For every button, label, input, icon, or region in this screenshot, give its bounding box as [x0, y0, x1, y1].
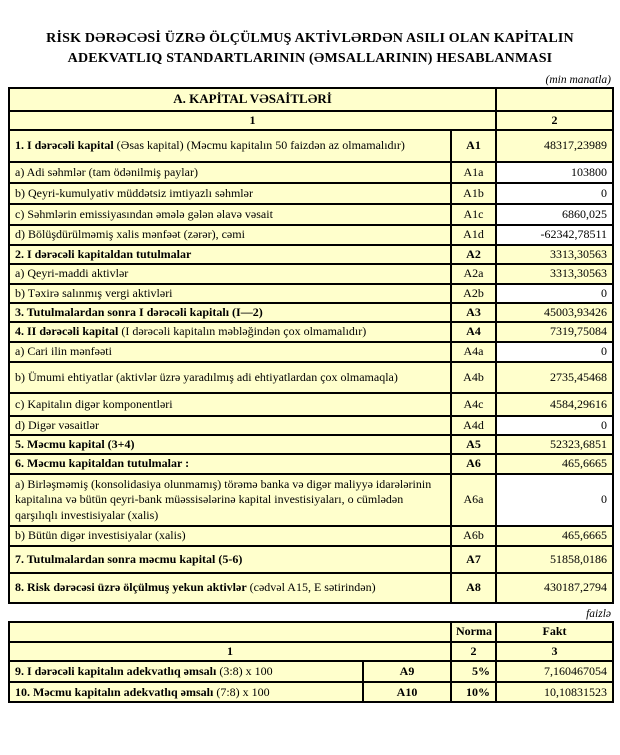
- cell-a6-label: 6. Məcmu kapitaldan tutulmalar :: [9, 454, 451, 473]
- cell-a6b-value: 465,6665: [496, 526, 613, 546]
- col-header-1: 1: [9, 111, 496, 130]
- cell-a10-label-bold: 10. Məcmu kapitalın adekvatlıq əmsalı: [15, 684, 214, 699]
- ratio-col-header-1: 1: [9, 642, 451, 661]
- cell-a3-value: 45003,93426: [496, 303, 613, 322]
- row-a2: [9, 245, 613, 264]
- cell-a1c-value[interactable]: 6860,025: [496, 204, 613, 225]
- cell-a1-code: A1: [451, 130, 496, 162]
- row-a4a: [9, 342, 613, 362]
- cell-a5-label: 5. Məcmu kapital (3+4): [9, 435, 451, 454]
- cell-a10-norma: 10%: [451, 682, 496, 702]
- cell-a4a-label: a) Cari ilin mənfəəti: [9, 342, 451, 362]
- col-header-2: 2: [496, 111, 613, 130]
- cell-a7-label: 7. Tutulmalardan sonra məcmu kapital (5-6): [9, 546, 451, 573]
- cell-a4d-label: d) Digər vəsaitlər: [9, 416, 451, 435]
- cell-a4b-label: b) Ümumi ehtiyatlar (aktivlər üzrə yaradılmış adi ehtiyatlardan çox olmamaqla): [9, 362, 451, 393]
- cell-a10-fakt: 10,10831523: [496, 682, 613, 702]
- ratio-header-empty-cell: [9, 622, 451, 642]
- cell-a2-code: A2: [451, 245, 496, 264]
- row-a4c: [9, 393, 613, 416]
- cell-a5-value: 52323,6851: [496, 435, 613, 454]
- cell-a9-code: A9: [363, 661, 451, 682]
- row-a6b: [9, 526, 613, 546]
- cell-a2a-label: a) Qeyri-maddi aktivlər: [9, 264, 451, 283]
- cell-a4d-code: A4d: [451, 416, 496, 435]
- cell-a2b-value[interactable]: 0: [496, 284, 613, 303]
- cell-a4c-label: c) Kapitalın digər komponentləri: [9, 393, 451, 416]
- cell-a1-value: 48317,23989: [496, 130, 613, 162]
- cell-a3-code: A3: [451, 303, 496, 322]
- cell-a1c-code: A1c: [451, 204, 496, 225]
- cell-a1d-code: A1d: [451, 225, 496, 245]
- cell-a9-label-bold: 9. I dərəcəli kapitalın adekvatlıq əmsalı: [15, 664, 217, 678]
- row-a4d: [9, 416, 613, 435]
- row-a1: [9, 130, 613, 162]
- cell-a8-label: [9, 573, 451, 603]
- row-a1a: [9, 162, 613, 183]
- cell-a4-value: 7319,75084: [496, 322, 613, 341]
- ratio-table: [8, 621, 614, 703]
- capital-table-section-row: [9, 88, 613, 111]
- page-title-line2: ADEKVATLIQ STANDARTLARININ (ƏMSALLARININ) HESABLANMASI: [67, 51, 553, 67]
- cell-a4c-value: 4584,29616: [496, 393, 613, 416]
- cell-a7-value: 51858,0186: [496, 546, 613, 573]
- cell-a2-value: 3313,30563: [496, 245, 613, 264]
- cell-a3-label: 3. Tutulmalardan sonra I dərəcəli kapitalı (I—2): [9, 303, 451, 322]
- cell-a4-label: [9, 322, 451, 341]
- cell-a10-label-rest: (7:8) x 100: [213, 684, 270, 699]
- cell-a6-code: A6: [451, 454, 496, 473]
- cell-a1b-code: A1b: [451, 183, 496, 204]
- section-header: A. KAPİTAL VƏSAİTLƏRİ: [9, 88, 496, 111]
- unit-note-faizle: faizlə: [586, 607, 611, 620]
- row-a6: [9, 454, 613, 473]
- cell-a2a-value: 3313,30563: [496, 264, 613, 283]
- cell-a10-code: A10: [363, 682, 451, 702]
- cell-a8-value: 430187,2794: [496, 573, 613, 603]
- cell-a1-label: [9, 130, 451, 162]
- cell-a9-label-rest: (3:8) x 100: [216, 664, 273, 678]
- ratio-col-header-2: 2: [451, 642, 496, 661]
- cell-a9-norma: 5%: [451, 661, 496, 682]
- cell-a6-value: 465,6665: [496, 454, 613, 473]
- cell-a4-label-rest: (I dərəcəli kapitalın məbləğindən çox olmamalıdır): [118, 324, 367, 339]
- row-a5: [9, 435, 613, 454]
- row-a4: [9, 322, 613, 341]
- cell-a8-label-rest: (cədvəl A15, E sətirindən): [246, 580, 376, 595]
- page-title-line1: RİSK DƏRƏCƏSİ ÜZRƏ ÖLÇÜLMUŞ AKTİVLƏRDƏN ASILI OLAN KAPİTALIN: [46, 31, 574, 46]
- row-a2a: [9, 264, 613, 283]
- cell-a1b-label: b) Qeyri-kumulyativ müddətsiz imtiyazlı səhmlər: [9, 183, 451, 204]
- cell-a4-code: A4: [451, 322, 496, 341]
- cell-a2-label: 2. I dərəcəli kapitaldan tutulmalar: [9, 245, 451, 264]
- cell-a1d-label: d) Bölüşdürülməmiş xalis mənfəət (zərər), cəmi: [9, 225, 451, 245]
- cell-a1d-value[interactable]: -62342,78511: [496, 225, 613, 245]
- col-header-fakt: Fakt: [496, 622, 613, 642]
- cell-a4-label-bold: 4. II dərəcəli kapital: [15, 324, 119, 339]
- ratio-table-colnum-row: [9, 642, 613, 661]
- cell-a7-code: A7: [451, 546, 496, 573]
- row-a4b: [9, 362, 613, 393]
- cell-a2b-code: A2b: [451, 284, 496, 303]
- row-a6a: [9, 474, 613, 526]
- row-a1c: [9, 204, 613, 225]
- cell-a6a-label: a) Birləşməmiş (konsolidasiya olunmamış) törəmə banka və digər maliyyə idarələrinin kapitalına və bütün qeyri-bank müəssisələrinə kapital investisiyaları, o cümlədən qarşılıqlı investisiyalar (xalis): [9, 474, 451, 526]
- cell-a1-label-bold: 1. I dərəcəli kapital: [15, 138, 114, 153]
- cell-a9-label: [9, 661, 363, 682]
- cell-a5-code: A5: [451, 435, 496, 454]
- col-header-norma: Norma: [451, 622, 496, 642]
- page-title: [0, 0, 620, 70]
- cell-a6b-code: A6b: [451, 526, 496, 546]
- row-a2b: [9, 284, 613, 303]
- cell-a4a-code: A4a: [451, 342, 496, 362]
- row-a9: [9, 661, 613, 682]
- row-a7: [9, 546, 613, 573]
- ratio-col-header-3: 3: [496, 642, 613, 661]
- cell-a6a-code: A6a: [451, 474, 496, 526]
- cell-a4b-code: A4b: [451, 362, 496, 393]
- cell-a2a-code: A2a: [451, 264, 496, 283]
- section-header-empty-cell: [496, 88, 613, 111]
- unit-note-min-manatla: (min manatla): [545, 73, 611, 86]
- cell-a1a-code: A1a: [451, 162, 496, 183]
- cell-a4b-value: 2735,45468: [496, 362, 613, 393]
- row-a1d: [9, 225, 613, 245]
- cell-a1b-value[interactable]: 0: [496, 183, 613, 204]
- cell-a4a-value[interactable]: 0: [496, 342, 613, 362]
- row-a10: [9, 682, 613, 702]
- ratio-table-header-row: [9, 622, 613, 642]
- cell-a1c-label: c) Səhmlərin emissiyasından əmələ gələn əlavə vəsait: [9, 204, 451, 225]
- row-a3: [9, 303, 613, 322]
- cell-a4d-value[interactable]: 0: [496, 416, 613, 435]
- capital-table-colheader-row: [9, 111, 613, 130]
- cell-a4c-code: A4c: [451, 393, 496, 416]
- cell-a8-code: A8: [451, 573, 496, 603]
- capital-table: [8, 87, 614, 604]
- cell-a1a-label: a) Adi səhmlər (tam ödənilmiş paylar): [9, 162, 451, 183]
- cell-a9-fakt: 7,160467054: [496, 661, 613, 682]
- cell-a6a-value[interactable]: 0: [496, 474, 613, 526]
- row-a8: [9, 573, 613, 603]
- cell-a2b-label: b) Təxirə salınmış vergi aktivləri: [9, 284, 451, 303]
- cell-a1a-value[interactable]: 103800: [496, 162, 613, 183]
- cell-a8-label-bold: 8. Risk dərəcəsi üzrə ölçülmuş yekun aktivlər: [15, 580, 247, 595]
- row-a1b: [9, 183, 613, 204]
- cell-a10-label: [9, 682, 363, 702]
- cell-a1-label-rest: (Əsas kapital) (Məcmu kapitalın 50 faizdən az olmamalıdır): [113, 138, 405, 153]
- cell-a6b-label: b) Bütün digər investisiyalar (xalis): [9, 526, 451, 546]
